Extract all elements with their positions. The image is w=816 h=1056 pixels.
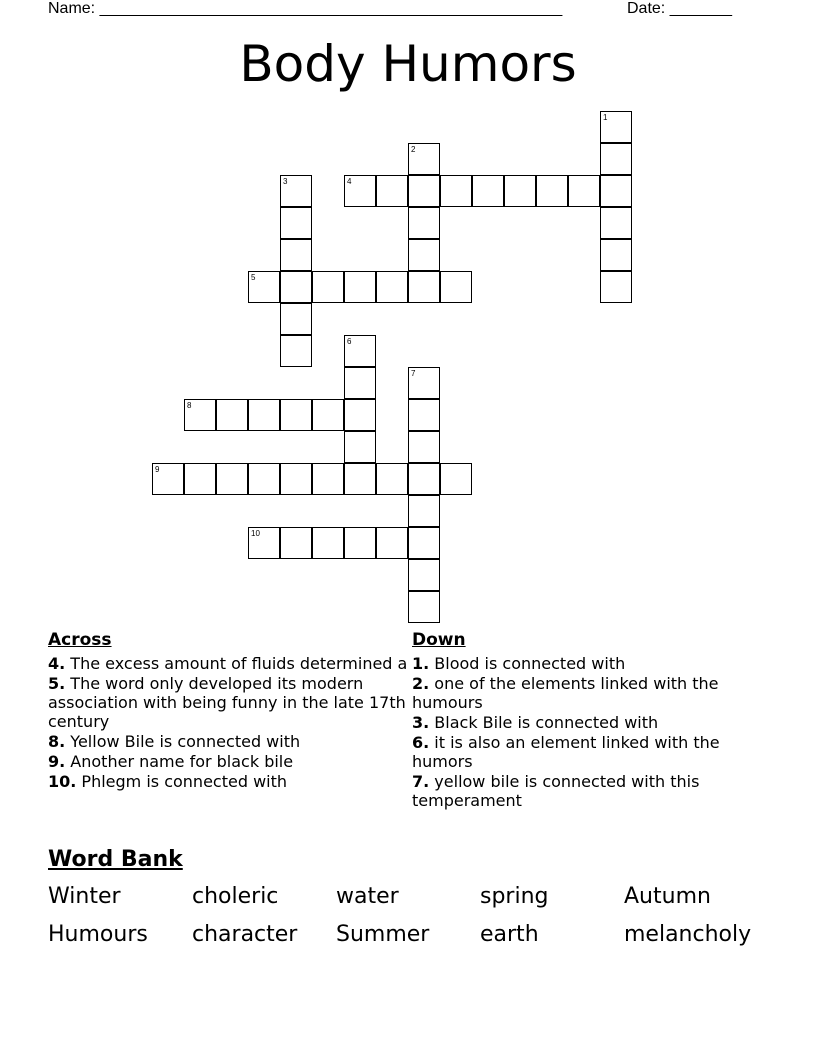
grid-cell[interactable] (376, 463, 408, 495)
date-field-label: Date: _______ (627, 0, 732, 17)
grid-cell[interactable] (152, 463, 184, 495)
grid-cell[interactable] (600, 143, 632, 175)
grid-cell[interactable] (280, 527, 312, 559)
across-clue-list (48, 654, 408, 791)
word-bank-word: Summer (336, 922, 430, 947)
grid-cell[interactable] (216, 399, 248, 431)
word-bank-word: character (192, 922, 298, 947)
grid-cell[interactable] (440, 271, 472, 303)
clue-number: 7 (411, 369, 416, 378)
down-clues (412, 628, 752, 811)
clue-text: Phlegm is connected with (76, 772, 288, 791)
word-bank-word: melancholy (624, 922, 752, 947)
grid-cell[interactable] (504, 175, 536, 207)
grid-cell[interactable] (280, 239, 312, 271)
grid-cell[interactable] (408, 399, 440, 431)
grid-cell[interactable] (312, 399, 344, 431)
clue-number: 7. (412, 772, 430, 791)
down-heading: Down (412, 630, 466, 650)
clue-number: 3 (283, 177, 288, 186)
grid-cell[interactable] (248, 399, 280, 431)
grid-cell[interactable] (408, 271, 440, 303)
grid-cell[interactable] (280, 207, 312, 239)
word-bank-word: choleric (192, 884, 279, 909)
word-bank-word: spring (480, 884, 549, 909)
grid-cell[interactable] (408, 431, 440, 463)
grid-cell[interactable] (408, 175, 440, 207)
across-clue (48, 732, 408, 751)
grid-cell[interactable] (408, 463, 440, 495)
grid-cell[interactable] (408, 495, 440, 527)
grid-cell[interactable] (344, 335, 376, 367)
clue-text: yellow bile is connected with this temperament (412, 772, 700, 810)
down-clue (412, 674, 752, 712)
grid-cell[interactable] (440, 175, 472, 207)
grid-cell[interactable] (408, 367, 440, 399)
grid-cell[interactable] (376, 175, 408, 207)
clue-number: 10. (48, 772, 77, 791)
grid-cell[interactable] (376, 527, 408, 559)
word-bank-word: water (336, 884, 399, 909)
grid-cell[interactable] (600, 207, 632, 239)
across-clue (48, 654, 408, 673)
grid-cell[interactable] (408, 207, 440, 239)
clue-number: 8 (187, 401, 192, 410)
grid-cell[interactable] (536, 175, 568, 207)
grid-cell[interactable] (216, 463, 248, 495)
clue-text: it is also an element linked with the humors (412, 733, 720, 771)
grid-cell[interactable] (600, 239, 632, 271)
grid-cell[interactable] (344, 367, 376, 399)
clue-number: 2. (412, 674, 430, 693)
grid-cell[interactable] (344, 271, 376, 303)
clue-number: 2 (411, 145, 416, 154)
grid-cell[interactable] (472, 175, 504, 207)
grid-cell[interactable] (440, 463, 472, 495)
grid-cell[interactable] (248, 527, 280, 559)
grid-cell[interactable] (408, 527, 440, 559)
across-clues (48, 628, 408, 792)
clue-number: 1 (603, 113, 608, 122)
clue-number: 4 (347, 177, 352, 186)
word-bank-word: Autumn (624, 884, 711, 909)
page-title: Body Humors (239, 35, 577, 93)
clue-number: 6 (347, 337, 352, 346)
grid-cell[interactable] (344, 399, 376, 431)
clue-text: The excess amount of fluids determined a (65, 654, 408, 673)
grid-cell[interactable] (280, 175, 312, 207)
grid-cell[interactable] (248, 271, 280, 303)
down-clue-list (412, 654, 752, 810)
grid-cell[interactable] (600, 271, 632, 303)
grid-cell[interactable] (280, 399, 312, 431)
clue-number: 8. (48, 732, 66, 751)
clue-number: 6. (412, 733, 430, 752)
clue-text: one of the elements linked with the humours (412, 674, 719, 712)
clue-number: 5 (251, 273, 256, 282)
clue-text: Blood is connected with (429, 654, 626, 673)
grid-cell[interactable] (344, 175, 376, 207)
clue-number: 1. (412, 654, 430, 673)
grid-cell[interactable] (312, 463, 344, 495)
grid-cell[interactable] (408, 591, 440, 623)
clue-number: 10 (251, 529, 260, 538)
name-field-label: Name: ____________________________________________________ (48, 0, 563, 17)
clue-number: 4. (48, 654, 66, 673)
grid-cell[interactable] (248, 463, 280, 495)
grid-cell[interactable] (344, 431, 376, 463)
word-bank-word: Winter (48, 884, 121, 909)
clue-number: 5. (48, 674, 66, 693)
down-clue (412, 654, 752, 673)
grid-cell[interactable] (344, 463, 376, 495)
across-clue (48, 674, 408, 731)
clue-number: 9 (155, 465, 160, 474)
down-clue (412, 772, 752, 810)
grid-cell[interactable] (600, 175, 632, 207)
grid-cell[interactable] (568, 175, 600, 207)
grid-cell[interactable] (312, 271, 344, 303)
grid-cell[interactable] (408, 143, 440, 175)
across-heading: Across (48, 630, 112, 650)
grid-cell[interactable] (376, 271, 408, 303)
header (48, 0, 748, 20)
across-clue (48, 772, 408, 791)
clue-number: 3. (412, 713, 430, 732)
grid-cell[interactable] (280, 271, 312, 303)
grid-cell[interactable] (280, 335, 312, 367)
grid-cell[interactable] (408, 239, 440, 271)
word-bank-title: Word Bank (48, 847, 183, 872)
grid-cell[interactable] (280, 303, 312, 335)
clue-text: Yellow Bile is connected with (65, 732, 301, 751)
grid-cell[interactable] (280, 463, 312, 495)
word-bank-word: earth (480, 922, 539, 947)
grid-cell[interactable] (344, 527, 376, 559)
across-clue (48, 752, 408, 771)
down-clue (412, 733, 752, 771)
clue-text: Black Bile is connected with (429, 713, 659, 732)
grid-cell[interactable] (184, 399, 216, 431)
grid-cell[interactable] (184, 463, 216, 495)
clue-text: Another name for black bile (65, 752, 294, 771)
word-bank-word: Humours (48, 922, 148, 947)
grid-cell[interactable] (312, 527, 344, 559)
grid-cell[interactable] (408, 559, 440, 591)
clue-number: 9. (48, 752, 66, 771)
clue-text: The word only developed its modern association with being funny in the late 17th century (48, 674, 406, 731)
down-clue (412, 713, 752, 732)
grid-cell[interactable] (600, 111, 632, 143)
